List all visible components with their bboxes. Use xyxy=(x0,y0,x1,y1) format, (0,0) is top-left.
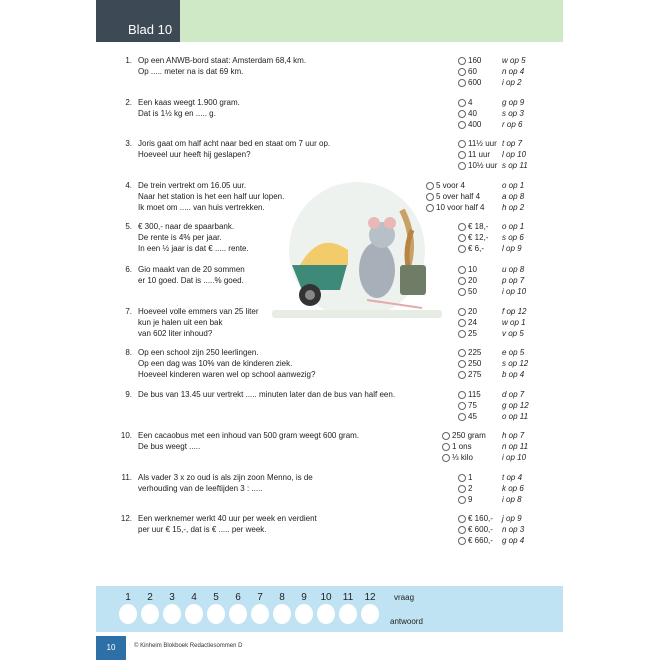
answer-option[interactable] xyxy=(442,441,562,452)
option-code: h op 2 xyxy=(502,203,525,212)
antwoord-label: antwoord xyxy=(390,617,423,626)
answer-option[interactable] xyxy=(442,430,562,441)
question-number: 4. xyxy=(125,181,132,190)
option-code: g op 4 xyxy=(502,536,525,545)
option-answer: 20 xyxy=(468,307,477,316)
option-radio-icon[interactable] xyxy=(458,330,466,338)
option-answer: 10 xyxy=(468,265,477,274)
option-radio-icon[interactable] xyxy=(442,454,450,462)
answer-option[interactable] xyxy=(458,243,578,254)
option-answer: 2 xyxy=(468,484,473,493)
answer-option[interactable] xyxy=(426,191,546,202)
option-answer: 60 xyxy=(468,67,477,76)
option-code: n op 3 xyxy=(502,525,525,534)
option-code: w op 5 xyxy=(502,56,526,65)
option-answer: 10 voor half 4 xyxy=(436,203,485,212)
option-answer: 20 xyxy=(468,276,477,285)
option-radio-icon[interactable] xyxy=(442,432,450,440)
option-answer: ⅓ kilo xyxy=(452,453,473,462)
question-number: 7. xyxy=(125,307,132,316)
option-radio-icon[interactable] xyxy=(458,234,466,242)
option-code: i op 8 xyxy=(502,495,522,504)
question-text: Een werknemer werkt 40 uur per week en verdient per uur € 15,-, dat is € ..... per week. xyxy=(138,514,317,534)
question-number: 8. xyxy=(125,348,132,357)
option-radio-icon[interactable] xyxy=(426,193,434,201)
page-title: Blad 10 xyxy=(128,22,173,37)
option-answer: 400 xyxy=(468,120,482,129)
option-code: o op 11 xyxy=(502,412,529,421)
answer-number: 11 xyxy=(342,592,354,603)
option-code: o op 1 xyxy=(502,181,525,190)
option-answer: 115 xyxy=(468,390,481,399)
option-radio-icon[interactable] xyxy=(458,57,466,65)
question-number: 1. xyxy=(125,56,132,65)
option-answer: € 660,- xyxy=(468,536,493,545)
answer-option[interactable] xyxy=(458,317,578,328)
option-code: i op 10 xyxy=(502,287,527,296)
answer-option[interactable] xyxy=(458,149,578,160)
option-code: g op 12 xyxy=(502,401,529,410)
option-radio-icon[interactable] xyxy=(458,121,466,129)
option-code: s op 6 xyxy=(502,233,524,242)
option-radio-icon[interactable] xyxy=(458,99,466,107)
option-code: p op 7 xyxy=(502,276,525,285)
option-answer: 10½ uur xyxy=(468,161,498,170)
option-radio-icon[interactable] xyxy=(442,443,450,451)
answer-option[interactable] xyxy=(458,472,578,483)
answer-option[interactable] xyxy=(458,358,578,369)
option-answer: € 160,- xyxy=(468,514,493,523)
option-code: i op 10 xyxy=(502,453,527,462)
option-answer: 5 voor 4 xyxy=(436,181,465,190)
option-radio-icon[interactable] xyxy=(458,360,466,368)
question-number: 2. xyxy=(125,98,132,107)
option-answer: € 18,- xyxy=(468,222,489,231)
option-radio-icon[interactable] xyxy=(458,223,466,231)
answer-number: 9 xyxy=(301,592,307,603)
answer-number: 1 xyxy=(125,592,131,603)
answer-option[interactable] xyxy=(458,119,578,130)
answer-number: 8 xyxy=(279,592,285,603)
answer-option[interactable] xyxy=(458,513,578,524)
option-radio-icon[interactable] xyxy=(458,391,466,399)
answer-number: 12 xyxy=(364,592,376,603)
answer-bubble[interactable] xyxy=(251,604,269,624)
answer-bubble[interactable] xyxy=(207,604,225,624)
option-code: b op 4 xyxy=(502,370,525,379)
answer-option[interactable] xyxy=(458,138,578,149)
page-number: 10 xyxy=(96,636,126,660)
answer-number: 2 xyxy=(147,592,153,603)
answer-bubble[interactable] xyxy=(295,604,313,624)
answer-option[interactable] xyxy=(458,275,578,286)
option-answer: 600 xyxy=(468,78,482,87)
answer-number: 5 xyxy=(213,592,219,603)
option-radio-icon[interactable] xyxy=(458,413,466,421)
answer-bubble[interactable] xyxy=(273,604,291,624)
answer-option[interactable] xyxy=(458,232,578,243)
option-code: e op 5 xyxy=(502,348,525,357)
option-code: n op 11 xyxy=(502,442,529,451)
option-radio-icon[interactable] xyxy=(458,162,466,170)
answer-bubble[interactable] xyxy=(361,604,379,624)
option-answer: € 6,- xyxy=(468,244,485,253)
answer-bubble[interactable] xyxy=(185,604,203,624)
option-radio-icon[interactable] xyxy=(458,474,466,482)
question-number: 11. xyxy=(121,473,132,482)
option-answer: 9 xyxy=(468,495,473,504)
question-text: Op een school zijn 250 leerlingen. Op een dag was 10% van de kinderen ziek. Hoeveel kinderen waren wel op school aanwezig? xyxy=(138,348,316,379)
answer-option[interactable] xyxy=(458,264,578,275)
option-code: t op 7 xyxy=(502,139,523,148)
option-code: f op 12 xyxy=(502,307,527,316)
question-text: € 300,- naar de spaarbank. De rente is 4% per jaar. In een ½ jaar is dat € ..... rente. xyxy=(138,222,249,253)
option-code: t op 4 xyxy=(502,473,523,482)
answer-option[interactable] xyxy=(458,77,578,88)
answer-number: 7 xyxy=(257,592,263,603)
option-answer: 225 xyxy=(468,348,482,357)
option-code: i op 2 xyxy=(502,78,522,87)
option-code: v op 5 xyxy=(502,329,524,338)
option-code: l op 10 xyxy=(502,150,527,159)
question-text: Een cacaobus met een inhoud van 500 gram weegt 600 gram. De bus weegt ..... xyxy=(138,431,360,451)
option-radio-icon[interactable] xyxy=(458,496,466,504)
option-answer: 1 xyxy=(468,473,473,482)
copyright-text: © Kinheim Blokboek Redactiesommen D xyxy=(134,643,243,649)
answer-option[interactable] xyxy=(458,108,578,119)
option-answer: 250 gram xyxy=(452,431,486,440)
answer-bubble[interactable] xyxy=(339,604,357,624)
question-number: 3. xyxy=(125,139,132,148)
option-answer: 11 uur xyxy=(468,150,491,159)
option-code: u op 8 xyxy=(502,265,525,274)
option-radio-icon[interactable] xyxy=(458,277,466,285)
answer-option[interactable] xyxy=(426,180,546,191)
answer-option[interactable] xyxy=(458,524,578,535)
option-radio-icon[interactable] xyxy=(458,151,466,159)
answer-bubble[interactable] xyxy=(119,604,137,624)
option-radio-icon[interactable] xyxy=(458,110,466,118)
answer-option[interactable] xyxy=(458,66,578,77)
option-answer: 275 xyxy=(468,370,482,379)
answer-bubble[interactable] xyxy=(141,604,159,624)
question-text: Op een ANWB-bord staat: Amsterdam 68,4 km. Op ..... meter na is dat 69 km. xyxy=(138,56,307,76)
answer-option[interactable] xyxy=(426,202,546,213)
question-number: 6. xyxy=(125,265,132,274)
option-radio-icon[interactable] xyxy=(458,140,466,148)
option-code: s op 11 xyxy=(502,161,528,170)
option-radio-icon[interactable] xyxy=(426,204,434,212)
answer-option[interactable] xyxy=(458,389,578,400)
option-code: d op 7 xyxy=(502,390,525,399)
answer-option[interactable] xyxy=(458,306,578,317)
question-text: Een kaas weegt 1.900 gram. Dat is 1½ kg en ..... g. xyxy=(138,98,240,118)
question-number: 12. xyxy=(120,514,132,523)
option-answer: 24 xyxy=(468,318,477,327)
answer-number: 4 xyxy=(191,592,197,603)
option-code: w op 1 xyxy=(502,318,526,327)
answer-bubble[interactable] xyxy=(317,604,335,624)
question-text: Gio maakt van de 20 sommen er 10 goed. Dat is .....% goed. xyxy=(138,265,245,285)
answer-option[interactable] xyxy=(458,328,578,339)
option-answer: 1 ons xyxy=(452,442,472,451)
option-code: l op 9 xyxy=(502,244,522,253)
option-radio-icon[interactable] xyxy=(458,402,466,410)
option-code: s op 12 xyxy=(502,359,529,368)
answer-bubble[interactable] xyxy=(229,604,247,624)
option-code: s op 3 xyxy=(502,109,524,118)
question-text: De bus van 13.45 uur vertrekt ..... minuten later dan de bus van half een. xyxy=(138,390,396,399)
option-radio-icon[interactable] xyxy=(458,526,466,534)
option-code: k op 6 xyxy=(502,484,524,493)
answer-option[interactable] xyxy=(458,286,578,297)
option-radio-icon[interactable] xyxy=(458,266,466,274)
question-text: Hoeveel volle emmers van 25 liter kun je halen uit een bak van 602 liter inhoud? xyxy=(138,307,259,338)
option-radio-icon[interactable] xyxy=(458,79,466,87)
option-radio-icon[interactable] xyxy=(458,349,466,357)
question-number: 9. xyxy=(125,390,132,399)
option-code: o op 1 xyxy=(502,222,525,231)
answer-option[interactable] xyxy=(458,411,578,422)
option-answer: 5 over half 4 xyxy=(436,192,481,201)
option-code: j op 9 xyxy=(502,514,522,523)
option-radio-icon[interactable] xyxy=(458,515,466,523)
option-code: r op 6 xyxy=(502,120,523,129)
option-radio-icon[interactable] xyxy=(458,308,466,316)
option-code: a op 8 xyxy=(502,192,525,201)
answer-option[interactable] xyxy=(458,535,578,546)
answer-option[interactable] xyxy=(458,483,578,494)
option-radio-icon[interactable] xyxy=(458,245,466,253)
question-number: 10. xyxy=(120,431,132,440)
option-radio-icon[interactable] xyxy=(458,485,466,493)
option-answer: 160 xyxy=(468,56,482,65)
option-answer: 4 xyxy=(468,98,473,107)
answer-option[interactable] xyxy=(458,400,578,411)
question-text: Joris gaat om half acht naar bed en staat om 7 uur op. Hoeveel uur heeft hij geslapen? xyxy=(138,139,331,159)
option-code: h op 7 xyxy=(502,431,525,440)
answer-option[interactable] xyxy=(458,494,578,505)
answer-option[interactable] xyxy=(458,369,578,380)
option-answer: € 600,- xyxy=(468,525,493,534)
answer-option[interactable] xyxy=(458,55,578,66)
option-radio-icon[interactable] xyxy=(458,319,466,327)
question-number: 5. xyxy=(125,222,132,231)
option-answer: 250 xyxy=(468,359,482,368)
option-answer: 25 xyxy=(468,329,477,338)
answer-bubble[interactable] xyxy=(163,604,181,624)
answer-option[interactable] xyxy=(458,221,578,232)
option-radio-icon[interactable] xyxy=(458,537,466,545)
option-radio-icon[interactable] xyxy=(426,182,434,190)
option-answer: 75 xyxy=(468,401,477,410)
option-answer: 40 xyxy=(468,109,477,118)
answer-option[interactable] xyxy=(442,452,562,463)
option-answer: € 12,- xyxy=(468,233,489,242)
vraag-label: vraag xyxy=(394,593,415,602)
option-answer: 50 xyxy=(468,287,477,296)
answer-option[interactable] xyxy=(458,97,578,108)
question-text: Als vader 3 x zo oud is als zijn zoon Menno, is de verhouding van de leeftijden 3 : ..... xyxy=(138,473,313,493)
option-code: g op 9 xyxy=(502,98,525,107)
option-answer: 45 xyxy=(468,412,477,421)
answer-option[interactable] xyxy=(458,160,578,171)
option-radio-icon[interactable] xyxy=(458,288,466,296)
answer-number: 6 xyxy=(235,592,241,603)
option-radio-icon[interactable] xyxy=(458,371,466,379)
option-code: n op 4 xyxy=(502,67,525,76)
option-answer: 11½ uur xyxy=(468,139,497,148)
answer-option[interactable] xyxy=(458,347,578,358)
answer-number: 10 xyxy=(320,592,332,603)
answer-number: 3 xyxy=(169,592,175,603)
question-text: De trein vertrekt om 16.05 uur. Naar het station is het een half uur lopen. Ik moet om ..... van huis vertrekken. xyxy=(138,181,285,212)
option-radio-icon[interactable] xyxy=(458,68,466,76)
